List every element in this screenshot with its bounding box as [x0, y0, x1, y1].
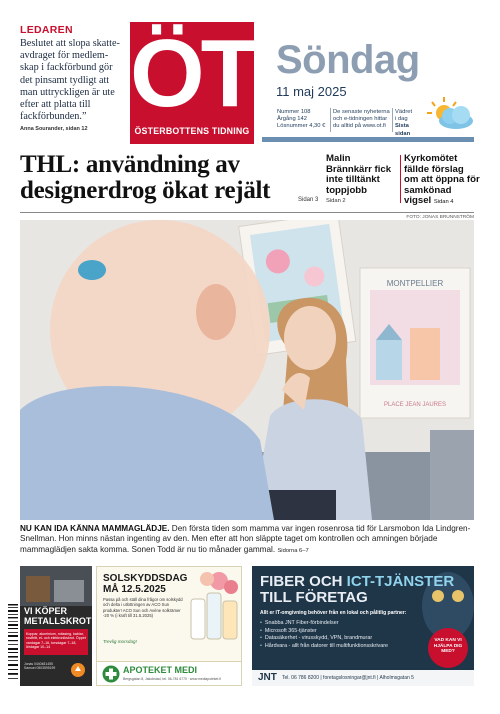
poster-subtitle: PLACE JEAN JAURES — [383, 402, 447, 408]
jnt-title-highlight: ICT-TJÄNSTER — [346, 573, 455, 590]
photo-illustration — [20, 220, 474, 520]
list-item-text: Datasäkerhet - virusskydd, VPN, brandmurar — [264, 635, 373, 642]
jnt-title-part: FIBER OCH — [260, 573, 347, 590]
recycle-icon — [70, 662, 86, 678]
sunscreen-products-icon — [185, 571, 241, 641]
barcode-icon — [7, 566, 19, 686]
pharmacy-cross-icon — [102, 665, 120, 683]
leader-quote: Beslutet att slopa skatte-avdraget för medlem-skap i fackförbund gör det pinsamt tydligt att man uttryckligen är ute efter att platta till fackförbunden.” — [20, 38, 120, 123]
info-divider — [392, 108, 393, 132]
bullet-icon: • — [260, 642, 262, 649]
bullet-icon: • — [260, 620, 262, 626]
caption-lead: NU KAN IDA KÄNNA MAMMAGLÄDJE. — [20, 524, 170, 533]
bullet-icon: • — [260, 627, 262, 634]
teaser-page-ref: Sidan 4 — [433, 199, 454, 206]
web-info-line: De senaste nyheterna — [333, 109, 390, 115]
jnt-ad-title — [260, 574, 454, 606]
pharmacy-address: Bergsgatan 8, Jakobstad, tel. 06-781 6770 · www.mediapoteket.fi — [123, 677, 222, 681]
newspaper-logo[interactable] — [130, 22, 254, 144]
logo-letters: ÖT — [130, 20, 256, 127]
teaser-title-text: Kyrkomötet fällde förslag om att öppna för samkönad vigsel — [404, 153, 480, 207]
ad-metal-scrap[interactable] — [20, 566, 92, 686]
scrap-ad-title: VI KÖPER METALLSKROT — [24, 606, 92, 626]
pharmacy-brand: APOTEKET MEDI — [123, 665, 198, 675]
pharmacy-ad-title: SOLSKYDDSDAG MÅ 12.5.2025 — [103, 573, 188, 595]
scrap-ad-details: Koppar, aluminium, mässing, kablar, rostfritt, el- och elektronikskrot. Öppet vardagar 7–16, torsdagar 7–18, lördagar 10–14 — [26, 632, 86, 650]
teaser-kyrkomotet[interactable] — [404, 154, 480, 207]
jnt-contact: Tel. 06 786 8200 | foretagslosningar@jnt.fi | Alholmsgatan 5 — [282, 675, 414, 681]
list-item-text: Snabba JNT Fiber-förbindelser — [264, 620, 339, 626]
headline-rule — [20, 212, 474, 213]
issue-date: 11 maj 2025 — [276, 84, 347, 99]
masthead-rule — [262, 137, 474, 142]
jnt-title-part: TILL FÖRETAG — [260, 589, 368, 606]
issue-number: Nummer 108 — [277, 109, 311, 115]
web-info[interactable] — [333, 109, 393, 131]
weather-info[interactable] — [395, 109, 421, 138]
bullet-icon: • — [260, 635, 262, 642]
pharmacy-ad-note: Trevlig morsdag! — [103, 639, 137, 644]
photo-credit: FOTO: JONAS BRUNNSTRÖM — [406, 215, 474, 220]
main-headline[interactable]: THL: användning av designerdrog ökat rejält — [20, 151, 271, 204]
web-info-line: och e-tidningen hittar — [333, 116, 388, 123]
teaser-page-ref: Sidan 2 — [326, 198, 346, 205]
caption-text: Den första tiden som mamma var ingen rosenrosa tid för Larsmobon Ida Lindgren-Snellman. Hon minns nästan ingenting av den. Men efter att hon släppte taget om kontrollen och amningen började mammaglädjen sakta komma. Sonen Todd är nu tio månader gammal. — [20, 524, 471, 554]
photo-caption — [20, 524, 474, 556]
partly-cloudy-icon — [422, 95, 476, 133]
caption-page-ref: Sidorna 6–7 — [277, 547, 309, 554]
teaser-divider — [400, 155, 401, 203]
list-item — [260, 635, 410, 643]
scrap-ad-contact: Jonas 0440481455 Samuel 0503595199 — [24, 662, 56, 671]
list-item-text: Hårdvara - allt från datorer till multifunktionsskrivare — [264, 642, 389, 649]
list-item — [260, 628, 410, 636]
teaser-title: Malin Brännkärr fick inte tilltänkt toppjobb — [326, 153, 392, 196]
web-info-line: du alltid på www.ot.fi — [333, 123, 386, 130]
jnt-ad-lead: Allt er IT-omgivning behöver från en lokal och pålitlig partner: — [260, 610, 407, 616]
ad-apoteket-medi[interactable] — [96, 566, 242, 686]
pharmacy-ad-body: Passa på och ställ dina frågor om solskydd och delta i utlottningen av ACO Sun produkter! ACO Sun och Avène solkrämer -20 % (i kraft till 31.5.2025) — [103, 597, 183, 619]
jnt-help-badge[interactable]: VAD KAN VI HJÄLPA DIG MED? — [428, 628, 468, 668]
weather-info-line: Vädret — [395, 109, 413, 115]
leader-byline: Anna Sourander, sidan 12 — [20, 126, 88, 133]
issue-volume: Årgång 142 — [277, 116, 307, 123]
poster-title: MONTPELLIER — [386, 279, 444, 288]
issue-day: Söndag — [276, 38, 420, 82]
logo-subtitle: ÖSTERBOTTENS TIDNING — [134, 126, 250, 136]
leader-kicker: LEDAREN — [20, 24, 73, 36]
ad-jnt-fiber[interactable] — [252, 566, 474, 686]
scrap-photo-icon — [20, 566, 92, 606]
jnt-logo: JNT — [258, 672, 277, 683]
issue-info — [277, 109, 327, 131]
list-item-text: Microsoft 365-tjänster — [264, 627, 317, 634]
issue-price: Lösnummer 4,30 € — [277, 123, 326, 130]
jnt-ad-footer — [252, 670, 474, 686]
pharmacy-ad-footer — [97, 661, 241, 685]
main-photo[interactable] — [20, 220, 474, 520]
weather-info-line: Sista sidan — [395, 123, 411, 137]
jnt-service-list — [260, 620, 410, 650]
teaser-brannkarr[interactable] — [326, 154, 398, 204]
list-item — [260, 643, 410, 651]
weather-info-line: i dag — [395, 116, 408, 123]
list-item — [260, 620, 410, 628]
leader-teaser[interactable] — [20, 24, 124, 132]
teaser-title — [404, 154, 480, 207]
info-divider — [330, 108, 331, 132]
headline-page-ref: Sidan 3 — [298, 197, 319, 203]
